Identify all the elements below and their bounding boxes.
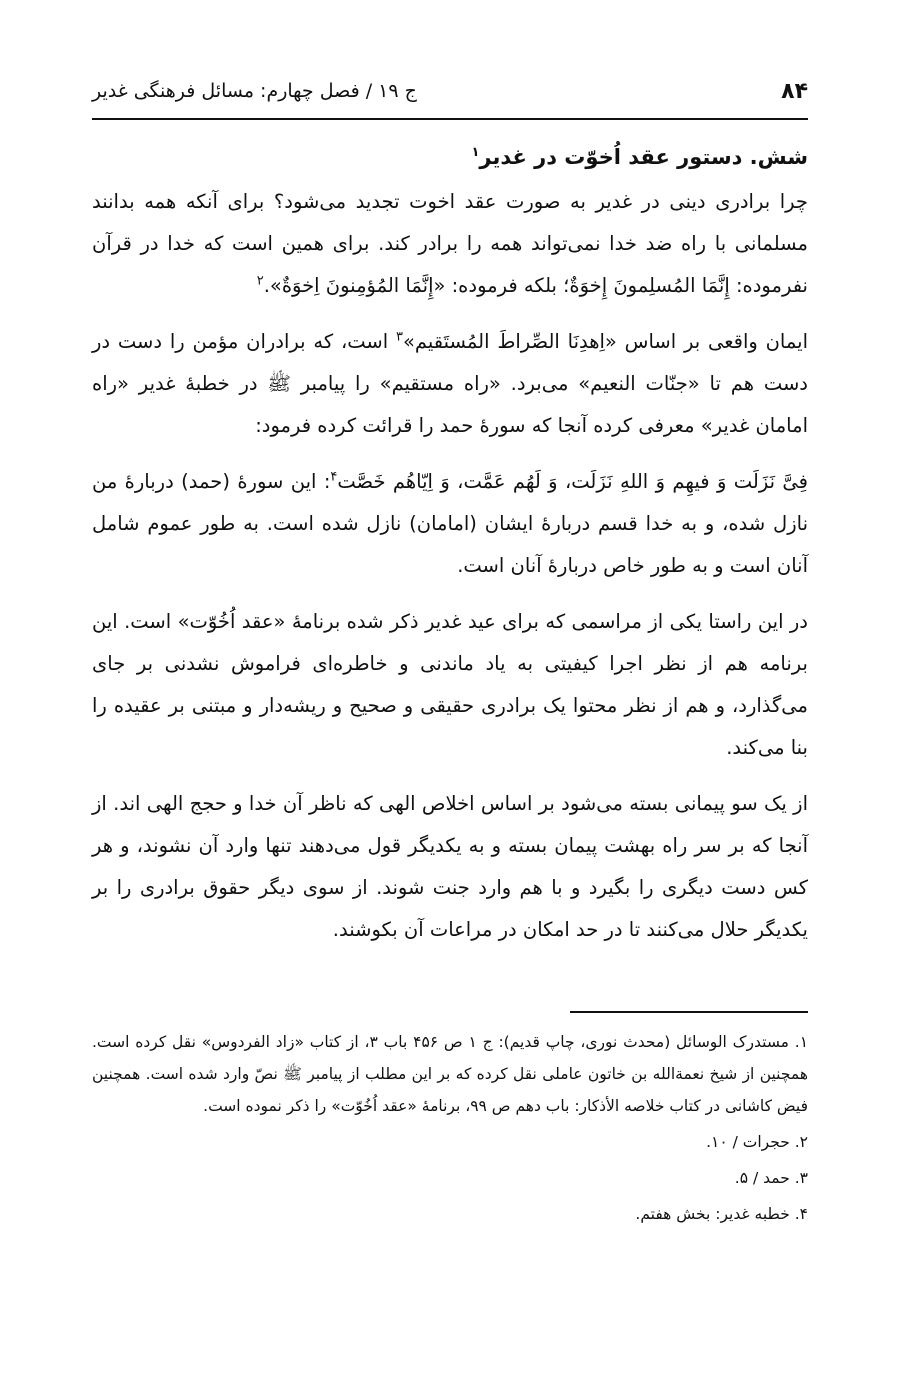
footnote-divider bbox=[570, 1011, 808, 1013]
footnote-4: ۴. خطبه غدیر: بخش هفتم. bbox=[635, 1205, 808, 1223]
page-number: ۸۴ bbox=[781, 78, 808, 104]
paragraph-3-quote: فِیَّ نَزَلَت وَ فیهِم وَ اللهِ نَزَلَت، وَ لَهُم عَمَّت، وَ اِیّاهُم خَصَّت bbox=[337, 470, 809, 493]
footnote-ref-1[interactable]: ۱ bbox=[471, 145, 480, 160]
paragraph-3 bbox=[92, 461, 808, 587]
footnotes bbox=[92, 1026, 808, 1234]
main-text bbox=[92, 135, 808, 965]
footnote-1: ۱. مستدرک الوسائل (محدث نوری، چاپ قدیم): ج ۱ ص ۴۵۶ باب ۳، از کتاب «زاد الفردوس» نقل کرده است. همچنین از شیخ نعمةالله بن خاتون عاملی نقل کرده که بر این مطلب از پیامبر ﷺ نصّ وارد شده است. همچنین فیض کاشانی در کتاب خلاصه الأذکار: باب دهم ص ۹۹، برنامهٔ «عقد اُخُوّت» را ذکر نموده است. bbox=[92, 1033, 809, 1115]
paragraph-4: در این راستا یکی از مراسمی که برای عید غدیر ذکر شده برنامهٔ «عقد اُخُوّت» است. این برنامه هم از نظر اجرا کیفیتی به یاد ماندنی و خاطره‌ای فراموش نشدنی بر جای می‌گذارد، و هم از نظر محتوا یک برادری حقیقی و صحیح و ریشه‌دار و مبتنی بر عقیده را بنا می‌کند. bbox=[92, 610, 808, 759]
paragraph-2-text-b: است، که برادران مؤمن را دست در دست هم تا «جنّات النعیم» می‌برد. «راه مستقیم» را پیامبر ﷺ در خطبهٔ غدیر «راه امامان غدیر» معرفی کرده آنجا که سورهٔ حمد را قرائت کرده فرمود: bbox=[92, 330, 808, 437]
section-heading-text: شش. دستور عقد اُخوّت در غدیر bbox=[479, 145, 808, 169]
paragraph-1-text: چرا برادری دینی در غدیر به صورت عقد اخوت تجدید می‌شود؟ برای آنکه همه بدانند مسلمانی با راه ضد خدا نمی‌تواند همه را برادر کند. برای همین است که خدا در قرآن نفرموده: إِنَّمَا المُسلِمونَ إِخوَةٌ؛ بلکه فرموده: «إِنَّمَا المُؤمِنونَ اِخوَةٌ». bbox=[92, 190, 808, 297]
paragraph-2 bbox=[92, 321, 808, 447]
footnote-2: ۲. حجرات / ۱۰. bbox=[706, 1133, 808, 1151]
header-divider bbox=[92, 118, 808, 120]
footnote-ref-2[interactable]: ۲ bbox=[256, 273, 264, 289]
paragraph-5: از یک سو پیمانی بسته می‌شود بر اساس اخلاص الهی که ناظر آن خدا و حجج الهی اند. از آنجا که بر سر راه بهشت پیمان بسته و به یکدیگر قول می‌دهند تنها وارد آن نشوند، و هر کس دست دیگری را بگیرد و با هم وارد جنت شوند. از سوی دیگر حقوق برادری را بر یکدیگر حلال می‌کنند تا در حد امکان در مراعات آن بکوشند. bbox=[92, 792, 808, 941]
footnote-ref-4[interactable]: ۴ bbox=[330, 469, 338, 485]
running-title: ج ۱۹ / فصل چهارم: مسائل فرهنگی غدیر bbox=[92, 80, 417, 102]
running-header bbox=[92, 70, 808, 112]
paragraph-2-text-a: ایمان واقعی بر اساس «اِهدِنَا الصِّراطَ المُستَقیم» bbox=[402, 330, 808, 353]
paragraph-3-text: : این سورهٔ (حمد) دربارهٔ من نازل شده، و به خدا قسم دربارهٔ ایشان (امامان) نازل شده است. به طور عموم شامل آنان است و به طور خاص دربارهٔ آنان است. bbox=[92, 470, 808, 577]
paragraph-1 bbox=[92, 181, 808, 307]
footnote-3: ۳. حمد / ۵. bbox=[734, 1169, 808, 1187]
section-heading bbox=[92, 135, 808, 179]
footnote-ref-3[interactable]: ۳ bbox=[395, 329, 403, 345]
